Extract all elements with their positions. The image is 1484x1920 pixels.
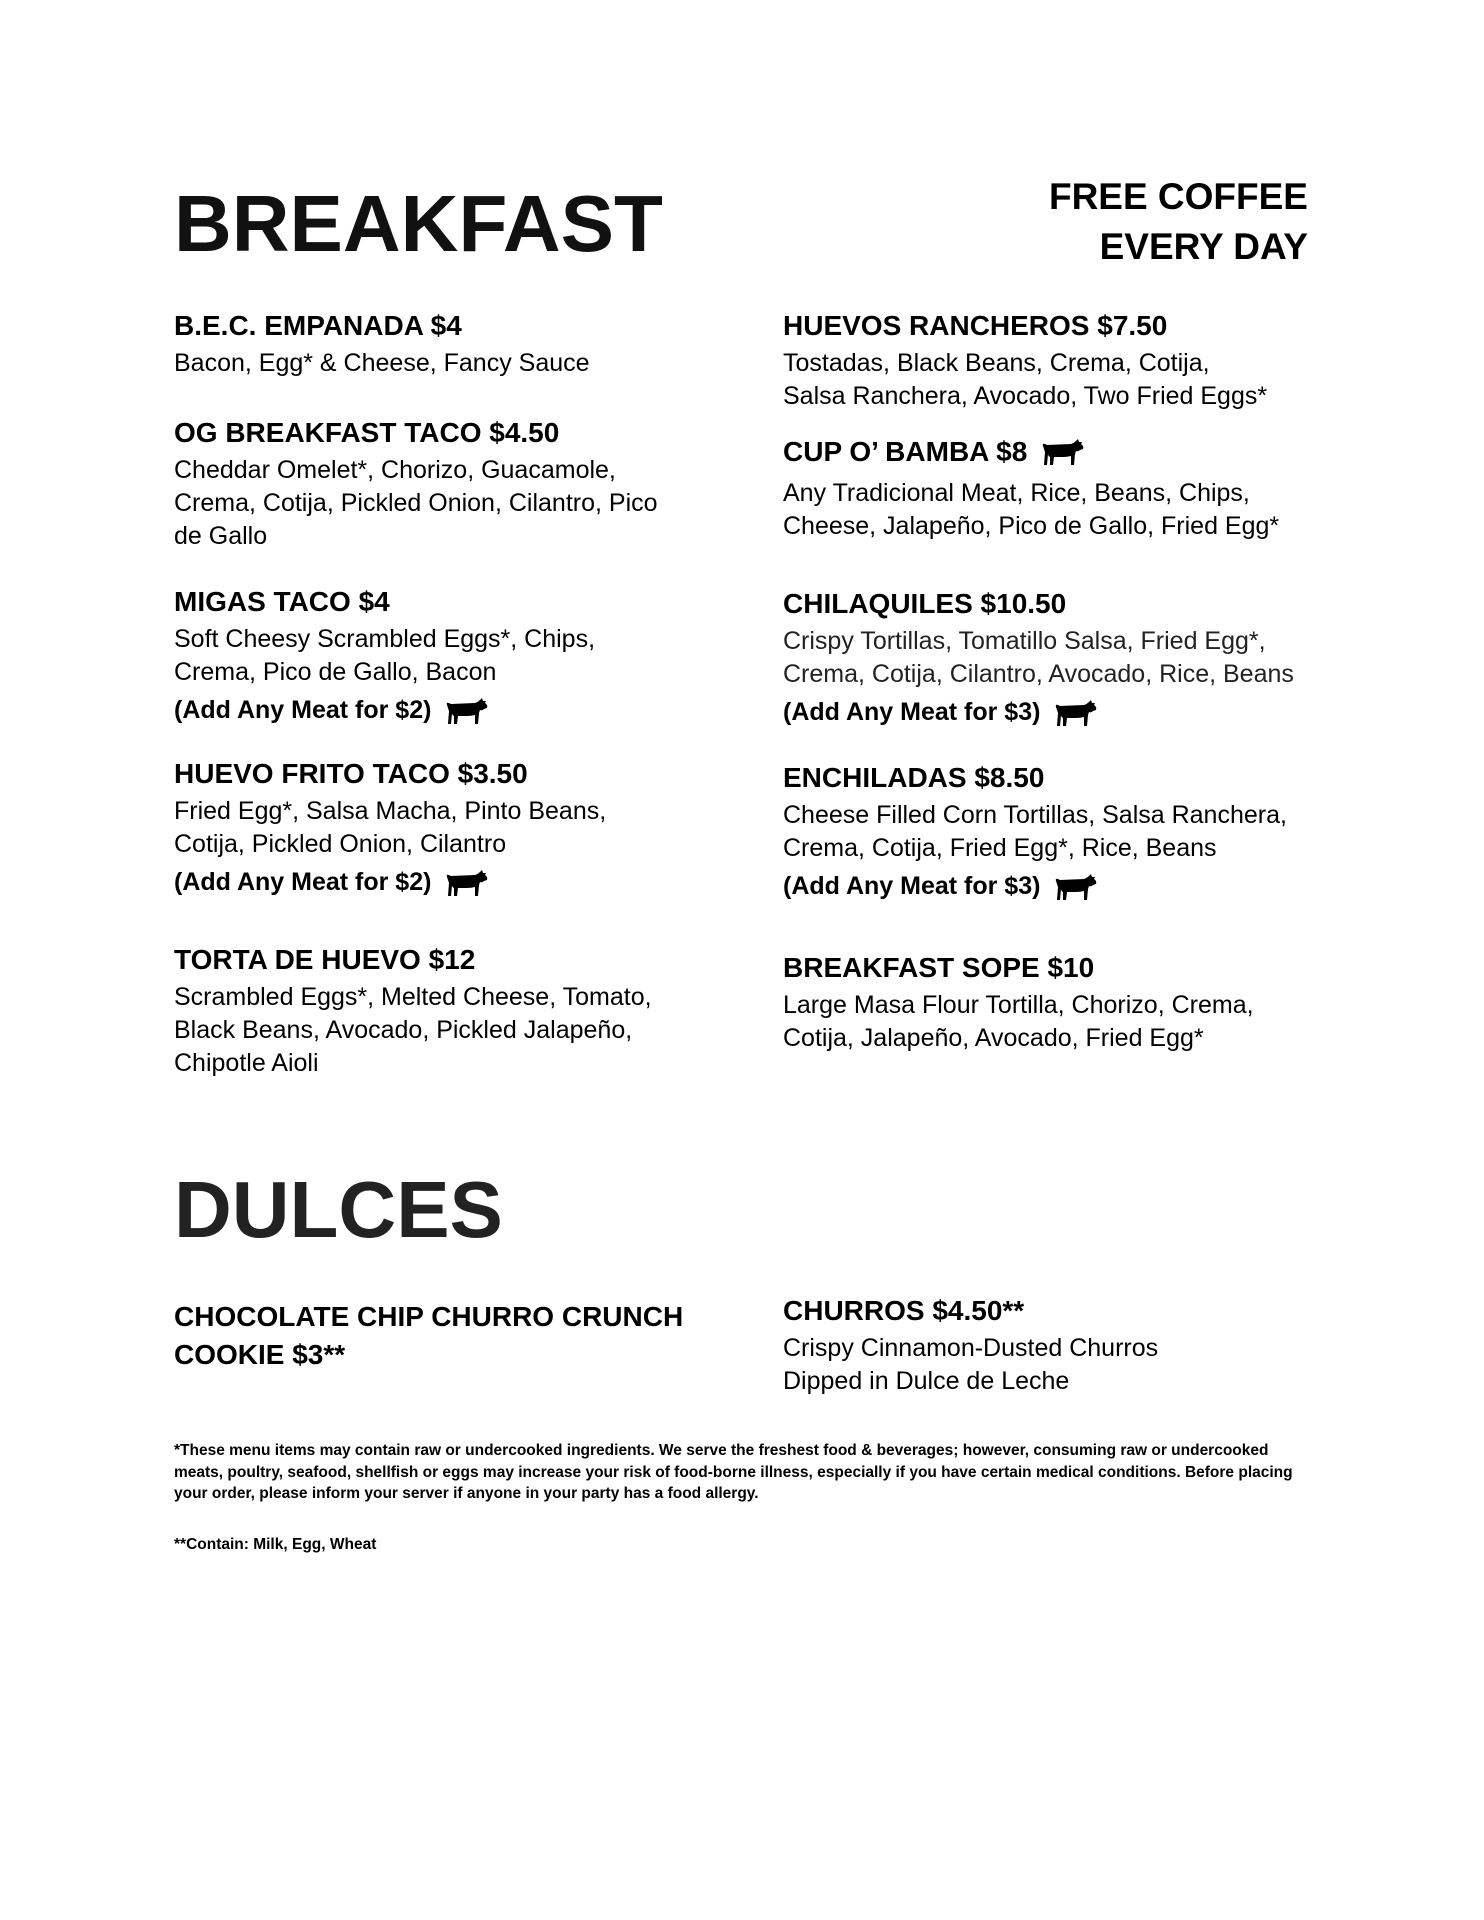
menu-item-enchiladas	[783, 760, 1343, 904]
item-name: MIGAS TACO $4	[174, 586, 390, 617]
dulces-title: DULCES	[174, 1165, 503, 1254]
menu-item-breakfast-sope	[783, 950, 1343, 1055]
menu-item-bec-empanada	[174, 308, 694, 380]
menu-item-og-breakfast-taco	[174, 415, 694, 553]
menu-item-torta-de-huevo	[174, 942, 694, 1080]
cow-icon	[1054, 698, 1098, 728]
cow-icon	[1054, 872, 1098, 902]
add-meat-label: (Add Any Meat for $3)	[783, 698, 1041, 726]
item-description: Large Masa Flour Tortilla, Chorizo, Crema, Cotija, Jalapeño, Avocado, Fried Egg*	[783, 991, 1254, 1052]
cow-icon	[445, 868, 489, 898]
menu-item-huevo-frito-taco	[174, 756, 694, 900]
item-description: Bacon, Egg* & Cheese, Fancy Sauce	[174, 349, 590, 377]
breakfast-title: BREAKFAST	[174, 179, 663, 268]
item-name: CHOCOLATE CHIP CHURRO CRUNCH COOKIE $3**	[174, 1301, 684, 1370]
item-name: CUP O’ BAMBA $8	[783, 436, 1028, 467]
add-meat-note	[783, 869, 1343, 904]
menu-item-churro-crunch-cookie	[174, 1298, 714, 1374]
item-name: B.E.C. EMPANADA $4	[174, 310, 462, 341]
item-name: ENCHILADAS $8.50	[783, 762, 1045, 793]
item-name: BREAKFAST SOPE $10	[783, 952, 1095, 983]
free-coffee-line2: EVERY DAY	[1099, 225, 1308, 267]
add-meat-note	[174, 865, 694, 900]
item-description: Cheddar Omelet*, Chorizo, Guacamole, Crema, Cotija, Pickled Onion, Cilantro, Pico de Gallo	[174, 456, 658, 550]
item-description: Fried Egg*, Salsa Macha, Pinto Beans, Cotija, Pickled Onion, Cilantro	[174, 797, 607, 858]
item-name: HUEVOS RANCHEROS $7.50	[783, 310, 1168, 341]
item-name: HUEVO FRITO TACO $3.50	[174, 758, 528, 789]
cow-icon	[1041, 437, 1085, 467]
item-description: Soft Cheesy Scrambled Eggs*, Chips, Crema, Pico de Gallo, Bacon	[174, 625, 596, 686]
item-name: CHURROS $4.50**	[783, 1295, 1025, 1326]
add-meat-label: (Add Any Meat for $2)	[174, 696, 432, 724]
item-description: Scrambled Eggs*, Melted Cheese, Tomato, Black Beans, Avocado, Pickled Jalapeño, Chipotle Aioli	[174, 983, 652, 1077]
free-coffee-note	[888, 172, 1308, 272]
menu-item-chilaquiles	[783, 586, 1343, 730]
item-description: Tostadas, Black Beans, Crema, Cotija, Salsa Ranchera, Avocado, Two Fried Eggs*	[783, 349, 1268, 410]
item-description: Cheese Filled Corn Tortillas, Salsa Ranchera, Crema, Cotija, Fried Egg*, Rice, Beans	[783, 801, 1287, 862]
menu-item-cup-o-bamba	[783, 434, 1343, 543]
add-meat-note	[174, 693, 694, 728]
menu-item-churros	[783, 1293, 1343, 1398]
item-name: OG BREAKFAST TACO $4.50	[174, 417, 560, 448]
add-meat-label: (Add Any Meat for $2)	[174, 868, 432, 896]
add-meat-note	[783, 695, 1343, 730]
menu-item-migas-taco	[174, 584, 694, 728]
item-description: Crispy Cinnamon-Dusted Churros Dipped in Dulce de Leche	[783, 1334, 1159, 1395]
allergen-note: **Contain: Milk, Egg, Wheat	[174, 1536, 377, 1553]
item-description: Any Tradicional Meat, Rice, Beans, Chips, Cheese, Jalapeño, Pico de Gallo, Fried Egg*	[783, 479, 1280, 540]
item-name: CHILAQUILES $10.50	[783, 588, 1067, 619]
free-coffee-line1: FREE COFFEE	[1048, 176, 1308, 217]
menu-item-huevos-rancheros	[783, 308, 1343, 413]
add-meat-label: (Add Any Meat for $3)	[783, 872, 1041, 900]
item-name: TORTA DE HUEVO $12	[174, 944, 476, 975]
raw-food-disclaimer: *These menu items may contain raw or undercooked ingredients. We serve the freshest food & beverages; however, consuming raw or undercooked meats, poultry, seafood, shellfish or eggs may increase your risk of food-borne illness, especially if you have certain medical conditions. Before placing your order, please inform your server if anyone in your party has a food allergy.	[174, 1442, 1293, 1503]
cow-icon	[445, 696, 489, 726]
item-description: Crispy Tortillas, Tomatillo Salsa, Fried Egg*, Crema, Cotija, Cilantro, Avocado, Rice, Beans	[783, 627, 1294, 688]
